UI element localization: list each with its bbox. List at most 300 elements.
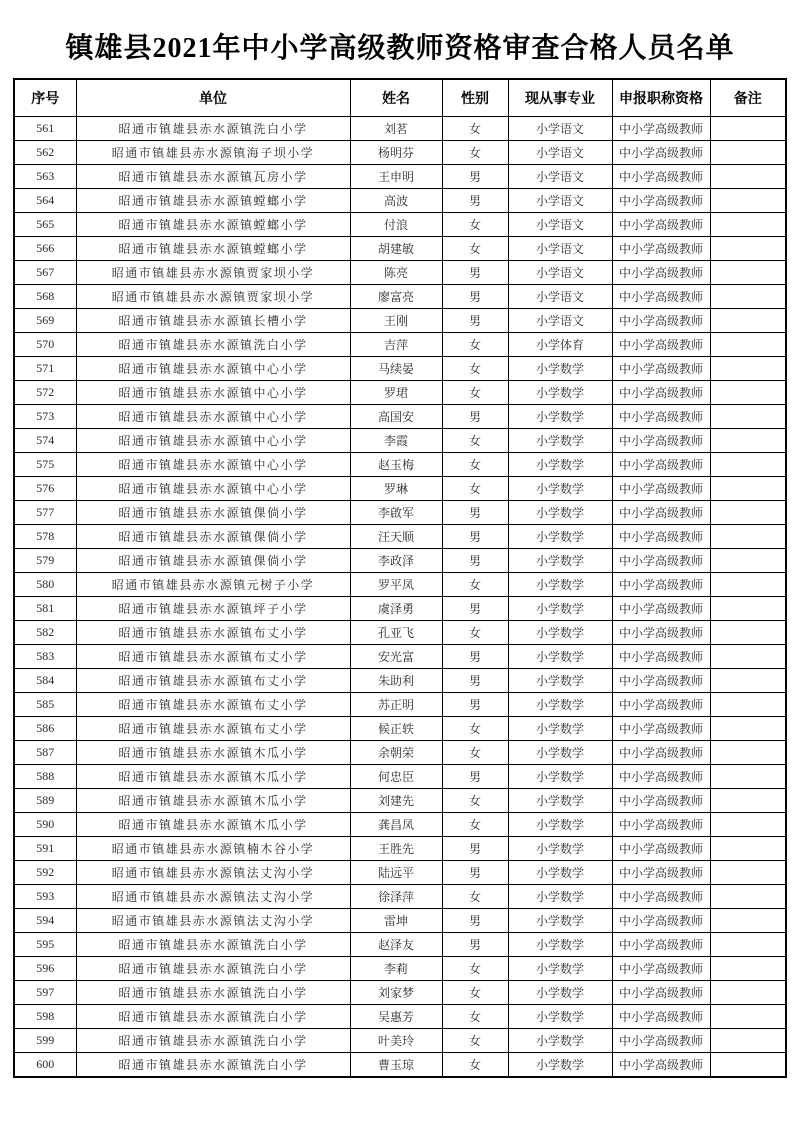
cell-gender: 女 — [442, 1029, 508, 1053]
cell-name: 赵玉梅 — [350, 453, 442, 477]
cell-name: 余朝荣 — [350, 741, 442, 765]
cell-current-major: 小学数学 — [508, 621, 612, 645]
cell-name: 苏正明 — [350, 693, 442, 717]
cell-serial-number: 583 — [14, 645, 76, 669]
table-row — [14, 237, 786, 261]
cell-serial-number: 593 — [14, 885, 76, 909]
cell-serial-number: 564 — [14, 189, 76, 213]
cell-name: 龚昌凤 — [350, 813, 442, 837]
cell-gender: 男 — [442, 669, 508, 693]
table-row — [14, 309, 786, 333]
header-title: 申报职称资格 — [612, 79, 710, 117]
cell-declared-title: 中小学高级教师 — [612, 885, 710, 909]
cell-unit: 昭通市镇雄县赤水源镇木瓜小学 — [76, 789, 350, 813]
cell-name: 罗平凤 — [350, 573, 442, 597]
cell-remark — [710, 309, 786, 333]
table-row — [14, 405, 786, 429]
cell-declared-title: 中小学高级教师 — [612, 573, 710, 597]
cell-current-major: 小学数学 — [508, 645, 612, 669]
header-no: 序号 — [14, 79, 76, 117]
header-remark: 备注 — [710, 79, 786, 117]
cell-gender: 女 — [442, 573, 508, 597]
cell-remark — [710, 117, 786, 141]
cell-remark — [710, 885, 786, 909]
cell-declared-title: 中小学高级教师 — [612, 765, 710, 789]
cell-remark — [710, 1053, 786, 1078]
cell-unit: 昭通市镇雄县赤水源镇布丈小学 — [76, 645, 350, 669]
cell-current-major: 小学数学 — [508, 957, 612, 981]
cell-unit: 昭通市镇雄县赤水源镇倮倘小学 — [76, 549, 350, 573]
cell-declared-title: 中小学高级教师 — [612, 117, 710, 141]
cell-serial-number: 573 — [14, 405, 76, 429]
cell-remark — [710, 549, 786, 573]
cell-gender: 女 — [442, 981, 508, 1005]
cell-serial-number: 584 — [14, 669, 76, 693]
cell-unit: 昭通市镇雄县赤水源镇螳螂小学 — [76, 237, 350, 261]
cell-serial-number: 600 — [14, 1053, 76, 1078]
cell-unit: 昭通市镇雄县赤水源镇法丈沟小学 — [76, 861, 350, 885]
cell-gender: 男 — [442, 405, 508, 429]
cell-current-major: 小学数学 — [508, 765, 612, 789]
cell-name: 高国安 — [350, 405, 442, 429]
cell-name: 刘家梦 — [350, 981, 442, 1005]
cell-serial-number: 561 — [14, 117, 76, 141]
cell-name: 罗珺 — [350, 381, 442, 405]
cell-current-major: 小学语文 — [508, 237, 612, 261]
cell-unit: 昭通市镇雄县赤水源镇法丈沟小学 — [76, 885, 350, 909]
cell-serial-number: 597 — [14, 981, 76, 1005]
cell-declared-title: 中小学高级教师 — [612, 837, 710, 861]
cell-declared-title: 中小学高级教师 — [612, 213, 710, 237]
cell-gender: 女 — [442, 885, 508, 909]
cell-unit: 昭通市镇雄县赤水源镇木瓜小学 — [76, 741, 350, 765]
cell-serial-number: 589 — [14, 789, 76, 813]
cell-unit: 昭通市镇雄县赤水源镇坪子小学 — [76, 597, 350, 621]
cell-declared-title: 中小学高级教师 — [612, 813, 710, 837]
cell-unit: 昭通市镇雄县赤水源镇中心小学 — [76, 477, 350, 501]
cell-serial-number: 598 — [14, 1005, 76, 1029]
cell-gender: 男 — [442, 933, 508, 957]
cell-current-major: 小学数学 — [508, 477, 612, 501]
cell-unit: 昭通市镇雄县赤水源镇布丈小学 — [76, 693, 350, 717]
cell-gender: 女 — [442, 333, 508, 357]
cell-gender: 男 — [442, 501, 508, 525]
cell-unit: 昭通市镇雄县赤水源镇布丈小学 — [76, 669, 350, 693]
cell-remark — [710, 597, 786, 621]
table-row — [14, 597, 786, 621]
cell-declared-title: 中小学高级教师 — [612, 501, 710, 525]
cell-remark — [710, 357, 786, 381]
cell-remark — [710, 525, 786, 549]
table-row — [14, 717, 786, 741]
table-row — [14, 357, 786, 381]
table-row — [14, 621, 786, 645]
cell-declared-title: 中小学高级教师 — [612, 693, 710, 717]
cell-declared-title: 中小学高级教师 — [612, 333, 710, 357]
cell-gender: 女 — [442, 117, 508, 141]
cell-unit: 昭通市镇雄县赤水源镇楠木谷小学 — [76, 837, 350, 861]
cell-current-major: 小学数学 — [508, 693, 612, 717]
table-row — [14, 957, 786, 981]
cell-name: 刘茗 — [350, 117, 442, 141]
cell-gender: 女 — [442, 213, 508, 237]
cell-serial-number: 599 — [14, 1029, 76, 1053]
cell-name: 汪天顺 — [350, 525, 442, 549]
cell-declared-title: 中小学高级教师 — [612, 597, 710, 621]
cell-unit: 昭通市镇雄县赤水源镇瓦房小学 — [76, 165, 350, 189]
cell-serial-number: 566 — [14, 237, 76, 261]
cell-serial-number: 588 — [14, 765, 76, 789]
cell-remark — [710, 261, 786, 285]
cell-serial-number: 577 — [14, 501, 76, 525]
cell-remark — [710, 789, 786, 813]
cell-current-major: 小学数学 — [508, 717, 612, 741]
cell-serial-number: 562 — [14, 141, 76, 165]
cell-gender: 男 — [442, 909, 508, 933]
cell-serial-number: 595 — [14, 933, 76, 957]
cell-gender: 男 — [442, 261, 508, 285]
cell-remark — [710, 429, 786, 453]
cell-gender: 女 — [442, 789, 508, 813]
cell-unit: 昭通市镇雄县赤水源镇贾家坝小学 — [76, 285, 350, 309]
cell-name: 赵泽友 — [350, 933, 442, 957]
cell-gender: 女 — [442, 381, 508, 405]
table-row — [14, 429, 786, 453]
cell-remark — [710, 165, 786, 189]
table-row — [14, 333, 786, 357]
cell-current-major: 小学数学 — [508, 429, 612, 453]
cell-current-major: 小学数学 — [508, 861, 612, 885]
table-row — [14, 477, 786, 501]
cell-declared-title: 中小学高级教师 — [612, 549, 710, 573]
cell-remark — [710, 381, 786, 405]
cell-serial-number: 579 — [14, 549, 76, 573]
cell-declared-title: 中小学高级教师 — [612, 429, 710, 453]
cell-declared-title: 中小学高级教师 — [612, 861, 710, 885]
table-row — [14, 933, 786, 957]
cell-remark — [710, 477, 786, 501]
cell-name: 何忠臣 — [350, 765, 442, 789]
cell-gender: 男 — [442, 549, 508, 573]
cell-declared-title: 中小学高级教师 — [612, 165, 710, 189]
cell-serial-number: 590 — [14, 813, 76, 837]
header-gender: 性别 — [442, 79, 508, 117]
cell-current-major: 小学数学 — [508, 549, 612, 573]
cell-name: 孔亚飞 — [350, 621, 442, 645]
cell-current-major: 小学数学 — [508, 813, 612, 837]
cell-remark — [710, 1005, 786, 1029]
table-row — [14, 741, 786, 765]
cell-current-major: 小学数学 — [508, 405, 612, 429]
cell-gender: 男 — [442, 693, 508, 717]
cell-gender: 女 — [442, 621, 508, 645]
page-title: 镇雄县2021年中小学高级教师资格审查合格人员名单 — [65, 33, 735, 64]
cell-current-major: 小学数学 — [508, 909, 612, 933]
table-row — [14, 765, 786, 789]
table-row — [14, 261, 786, 285]
cell-unit: 昭通市镇雄县赤水源镇螳螂小学 — [76, 213, 350, 237]
cell-serial-number: 594 — [14, 909, 76, 933]
cell-declared-title: 中小学高级教师 — [612, 909, 710, 933]
cell-gender: 女 — [442, 237, 508, 261]
cell-remark — [710, 1029, 786, 1053]
cell-current-major: 小学数学 — [508, 669, 612, 693]
cell-gender: 女 — [442, 1005, 508, 1029]
cell-declared-title: 中小学高级教师 — [612, 381, 710, 405]
cell-serial-number: 587 — [14, 741, 76, 765]
cell-unit: 昭通市镇雄县赤水源镇中心小学 — [76, 357, 350, 381]
cell-serial-number: 586 — [14, 717, 76, 741]
cell-declared-title: 中小学高级教师 — [612, 1029, 710, 1053]
cell-serial-number: 581 — [14, 597, 76, 621]
cell-serial-number: 576 — [14, 477, 76, 501]
cell-declared-title: 中小学高级教师 — [612, 189, 710, 213]
cell-unit: 昭通市镇雄县赤水源镇中心小学 — [76, 405, 350, 429]
cell-name: 胡建敏 — [350, 237, 442, 261]
cell-declared-title: 中小学高级教师 — [612, 261, 710, 285]
cell-unit: 昭通市镇雄县赤水源镇洗白小学 — [76, 981, 350, 1005]
table-header-row — [14, 79, 786, 117]
cell-unit: 昭通市镇雄县赤水源镇长槽小学 — [76, 309, 350, 333]
table-row — [14, 909, 786, 933]
table-row — [14, 117, 786, 141]
cell-serial-number: 571 — [14, 357, 76, 381]
cell-unit: 昭通市镇雄县赤水源镇元树子小学 — [76, 573, 350, 597]
table-row — [14, 501, 786, 525]
cell-remark — [710, 213, 786, 237]
roster-table — [13, 78, 787, 1078]
table-row — [14, 213, 786, 237]
cell-name: 雷坤 — [350, 909, 442, 933]
cell-name: 付浪 — [350, 213, 442, 237]
cell-current-major: 小学数学 — [508, 1053, 612, 1078]
table-body — [14, 117, 786, 1078]
cell-unit: 昭通市镇雄县赤水源镇洗白小学 — [76, 933, 350, 957]
cell-remark — [710, 669, 786, 693]
cell-current-major: 小学语文 — [508, 117, 612, 141]
cell-serial-number: 596 — [14, 957, 76, 981]
cell-remark — [710, 573, 786, 597]
cell-remark — [710, 765, 786, 789]
cell-unit: 昭通市镇雄县赤水源镇中心小学 — [76, 381, 350, 405]
cell-declared-title: 中小学高级教师 — [612, 525, 710, 549]
cell-declared-title: 中小学高级教师 — [612, 645, 710, 669]
cell-current-major: 小学数学 — [508, 837, 612, 861]
cell-name: 李政泽 — [350, 549, 442, 573]
table-row — [14, 549, 786, 573]
table-row — [14, 885, 786, 909]
cell-serial-number: 575 — [14, 453, 76, 477]
cell-serial-number: 572 — [14, 381, 76, 405]
cell-current-major: 小学数学 — [508, 573, 612, 597]
cell-name: 王申明 — [350, 165, 442, 189]
cell-remark — [710, 453, 786, 477]
cell-declared-title: 中小学高级教师 — [612, 285, 710, 309]
cell-unit: 昭通市镇雄县赤水源镇中心小学 — [76, 429, 350, 453]
cell-remark — [710, 237, 786, 261]
cell-name: 李霞 — [350, 429, 442, 453]
cell-gender: 女 — [442, 1053, 508, 1078]
table-row — [14, 813, 786, 837]
cell-current-major: 小学数学 — [508, 789, 612, 813]
cell-serial-number: 585 — [14, 693, 76, 717]
cell-gender: 女 — [442, 453, 508, 477]
cell-unit: 昭通市镇雄县赤水源镇洗白小学 — [76, 957, 350, 981]
cell-name: 刘建先 — [350, 789, 442, 813]
table-row — [14, 381, 786, 405]
table-row — [14, 693, 786, 717]
cell-unit: 昭通市镇雄县赤水源镇法丈沟小学 — [76, 909, 350, 933]
cell-current-major: 小学数学 — [508, 933, 612, 957]
cell-current-major: 小学语文 — [508, 141, 612, 165]
cell-declared-title: 中小学高级教师 — [612, 237, 710, 261]
cell-current-major: 小学数学 — [508, 1029, 612, 1053]
cell-name: 候正轶 — [350, 717, 442, 741]
table-row — [14, 645, 786, 669]
cell-current-major: 小学数学 — [508, 885, 612, 909]
cell-current-major: 小学数学 — [508, 381, 612, 405]
table-row — [14, 525, 786, 549]
cell-remark — [710, 693, 786, 717]
cell-unit: 昭通市镇雄县赤水源镇木瓜小学 — [76, 765, 350, 789]
cell-serial-number: 569 — [14, 309, 76, 333]
cell-serial-number: 563 — [14, 165, 76, 189]
cell-current-major: 小学数学 — [508, 741, 612, 765]
cell-declared-title: 中小学高级教师 — [612, 621, 710, 645]
cell-serial-number: 580 — [14, 573, 76, 597]
cell-remark — [710, 813, 786, 837]
cell-current-major: 小学语文 — [508, 285, 612, 309]
table-row — [14, 453, 786, 477]
cell-serial-number: 570 — [14, 333, 76, 357]
cell-name: 徐泽萍 — [350, 885, 442, 909]
cell-name: 陆远平 — [350, 861, 442, 885]
cell-remark — [710, 909, 786, 933]
cell-name: 吴惠芳 — [350, 1005, 442, 1029]
table-row — [14, 165, 786, 189]
cell-declared-title: 中小学高级教师 — [612, 957, 710, 981]
cell-name: 李莉 — [350, 957, 442, 981]
cell-gender: 女 — [442, 813, 508, 837]
cell-serial-number: 568 — [14, 285, 76, 309]
cell-unit: 昭通市镇雄县赤水源镇中心小学 — [76, 453, 350, 477]
cell-declared-title: 中小学高级教师 — [612, 933, 710, 957]
cell-unit: 昭通市镇雄县赤水源镇洗白小学 — [76, 333, 350, 357]
cell-gender: 女 — [442, 429, 508, 453]
cell-gender: 男 — [442, 525, 508, 549]
cell-remark — [710, 741, 786, 765]
cell-serial-number: 567 — [14, 261, 76, 285]
table-row — [14, 669, 786, 693]
cell-name: 廖富亮 — [350, 285, 442, 309]
cell-current-major: 小学数学 — [508, 1005, 612, 1029]
cell-name: 马续晏 — [350, 357, 442, 381]
cell-declared-title: 中小学高级教师 — [612, 405, 710, 429]
table-row — [14, 285, 786, 309]
cell-current-major: 小学数学 — [508, 597, 612, 621]
cell-name: 高波 — [350, 189, 442, 213]
cell-gender: 男 — [442, 765, 508, 789]
cell-current-major: 小学数学 — [508, 981, 612, 1005]
cell-declared-title: 中小学高级教师 — [612, 789, 710, 813]
cell-unit: 昭通市镇雄县赤水源镇木瓜小学 — [76, 813, 350, 837]
cell-remark — [710, 957, 786, 981]
header-name: 姓名 — [350, 79, 442, 117]
table-row — [14, 141, 786, 165]
table-row — [14, 573, 786, 597]
cell-name: 罗琳 — [350, 477, 442, 501]
table-row — [14, 981, 786, 1005]
header-unit: 单位 — [76, 79, 350, 117]
cell-gender: 男 — [442, 309, 508, 333]
cell-declared-title: 中小学高级教师 — [612, 357, 710, 381]
cell-remark — [710, 333, 786, 357]
cell-remark — [710, 645, 786, 669]
cell-remark — [710, 405, 786, 429]
cell-name: 朱助利 — [350, 669, 442, 693]
cell-remark — [710, 933, 786, 957]
cell-remark — [710, 861, 786, 885]
table-row — [14, 1029, 786, 1053]
cell-gender: 男 — [442, 861, 508, 885]
cell-unit: 昭通市镇雄县赤水源镇洗白小学 — [76, 117, 350, 141]
cell-declared-title: 中小学高级教师 — [612, 669, 710, 693]
cell-declared-title: 中小学高级教师 — [612, 741, 710, 765]
cell-gender: 女 — [442, 357, 508, 381]
cell-unit: 昭通市镇雄县赤水源镇布丈小学 — [76, 717, 350, 741]
cell-serial-number: 574 — [14, 429, 76, 453]
table-row — [14, 1053, 786, 1078]
cell-current-major: 小学数学 — [508, 525, 612, 549]
cell-remark — [710, 285, 786, 309]
cell-unit: 昭通市镇雄县赤水源镇倮倘小学 — [76, 525, 350, 549]
cell-unit: 昭通市镇雄县赤水源镇洗白小学 — [76, 1005, 350, 1029]
cell-gender: 男 — [442, 645, 508, 669]
cell-declared-title: 中小学高级教师 — [612, 453, 710, 477]
cell-current-major: 小学数学 — [508, 453, 612, 477]
cell-declared-title: 中小学高级教师 — [612, 141, 710, 165]
cell-gender: 男 — [442, 165, 508, 189]
cell-name: 安光富 — [350, 645, 442, 669]
cell-remark — [710, 837, 786, 861]
table-row — [14, 789, 786, 813]
cell-unit: 昭通市镇雄县赤水源镇布丈小学 — [76, 621, 350, 645]
cell-current-major: 小学数学 — [508, 357, 612, 381]
cell-declared-title: 中小学高级教师 — [612, 1053, 710, 1078]
cell-unit: 昭通市镇雄县赤水源镇倮倘小学 — [76, 501, 350, 525]
cell-name: 曹玉琼 — [350, 1053, 442, 1078]
cell-current-major: 小学语文 — [508, 213, 612, 237]
header-major: 现从事专业 — [508, 79, 612, 117]
table-row — [14, 861, 786, 885]
table-row — [14, 189, 786, 213]
cell-name: 李啟军 — [350, 501, 442, 525]
cell-current-major: 小学语文 — [508, 261, 612, 285]
cell-unit: 昭通市镇雄县赤水源镇海子坝小学 — [76, 141, 350, 165]
cell-declared-title: 中小学高级教师 — [612, 477, 710, 501]
cell-declared-title: 中小学高级教师 — [612, 309, 710, 333]
cell-name: 叶美玲 — [350, 1029, 442, 1053]
cell-unit: 昭通市镇雄县赤水源镇贾家坝小学 — [76, 261, 350, 285]
cell-unit: 昭通市镇雄县赤水源镇洗白小学 — [76, 1053, 350, 1078]
table-row — [14, 837, 786, 861]
cell-remark — [710, 501, 786, 525]
cell-current-major: 小学体育 — [508, 333, 612, 357]
cell-gender: 男 — [442, 285, 508, 309]
cell-current-major: 小学语文 — [508, 309, 612, 333]
cell-gender: 女 — [442, 477, 508, 501]
cell-name: 陈亮 — [350, 261, 442, 285]
